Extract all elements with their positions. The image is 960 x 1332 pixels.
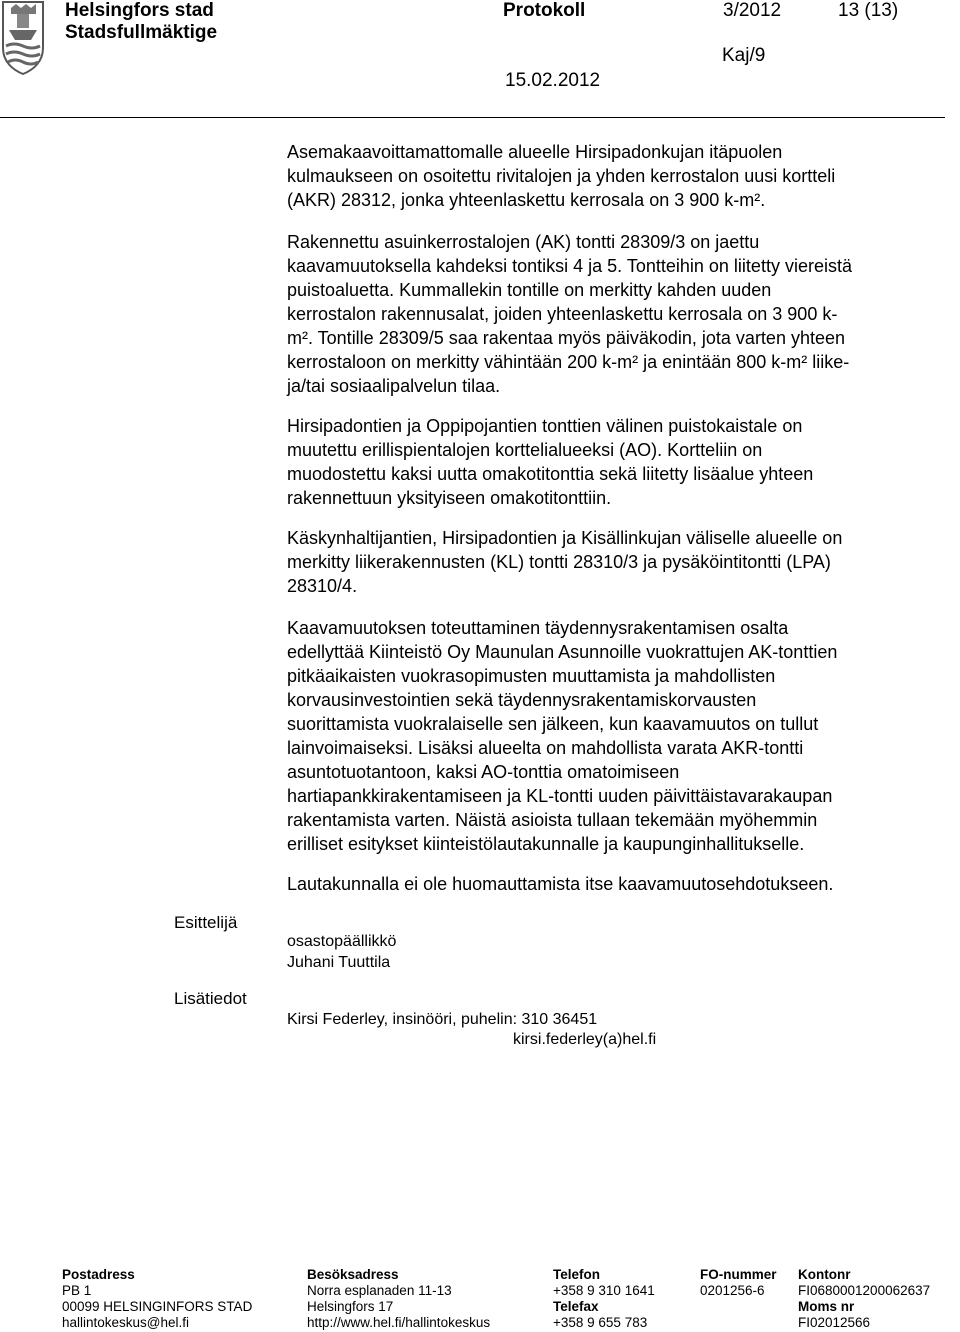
footer-visit-label: Besöksadress [307, 1267, 399, 1282]
paragraph-3 [287, 414, 912, 510]
footer-fo-value: 0201256-6 [700, 1283, 765, 1298]
text-line: merkitty liikerakennusten (KL) tontti 28310/3 ja pysäköintitontti (LPA) [287, 552, 831, 572]
text-line: Kaavamuutoksen toteuttaminen täydennysrakentamisen osalta [287, 618, 789, 638]
footer-visit-city: Helsingfors 17 [307, 1299, 394, 1314]
text-line: Asemakaavoittamattomalle alueelle Hirsipadonkujan itäpuolen [287, 142, 783, 162]
text-line: hartiapankkirakentamiseen ja KL-tontti uuden päivittäistavarakaupan [287, 786, 833, 806]
text-line: asuntotuotantoon, kaksi AO-tonttia omatoimiseen [287, 762, 680, 782]
text-line: puistoaluetta. Kummallekin tontille on merkitty kahden uuden [287, 280, 772, 300]
footer-visit-street: Norra esplanaden 11-13 [307, 1283, 452, 1298]
paragraph-4 [287, 526, 912, 598]
footer-website[interactable]: http://www.hel.fi/hallintokeskus [307, 1315, 491, 1330]
text-line: pitkäaikaisten vuokrasopimusten muuttamista ja mahdollisten [287, 666, 776, 686]
text-line: erilliset esitykset kiinteistölautakunnalle ja kaupunginhallitukselle. [287, 834, 805, 854]
footer-phone-value: +358 9 310 1641 [553, 1283, 655, 1298]
text-line: kerrostalon rakennusalat, joiden yhteenlaskettu kerrosala on 3 900 k- [287, 304, 838, 324]
footer-account-value: FI0680001200062637 [798, 1283, 931, 1298]
text-line: muodostettu kaksi uutta omakotitonttia sekä liitetty lisäalue yhteen [287, 464, 814, 484]
page-number: 13 (13) [838, 0, 899, 21]
presenter-label: Esittelijä [174, 913, 238, 932]
text-line: m². Tontille 28309/5 saa rakentaa myös päiväkodin, jota varten yhteen [287, 328, 845, 348]
document-type: Protokoll [503, 0, 586, 21]
footer-vat-value: FI02012566 [798, 1315, 871, 1330]
text-line: Hirsipadontien ja Oppipojantien tonttien välinen puistokaistale on [287, 416, 803, 436]
org-unit: Stadsfullmäktige [65, 22, 218, 43]
text-line: Lautakunnalla ei ole huomauttamista itse kaavamuutosehdotukseen. [287, 874, 834, 894]
footer-postal-label: Postadress [62, 1267, 135, 1282]
text-line: kerrostaloon on merkitty vähintään 200 k-m² ja enintään 800 k-m² liike- [287, 352, 850, 372]
agenda-item: Kaj/9 [722, 45, 766, 66]
text-line: ja/tai sosiaalipalvelun tilaa. [287, 376, 501, 396]
header-divider [0, 117, 945, 118]
paragraph-1 [287, 140, 912, 212]
org-name: Helsingfors stad [65, 0, 214, 21]
footer-fo-label: FO-nummer [700, 1267, 777, 1282]
paragraph-5 [287, 616, 912, 856]
footer-account-label: Kontonr [798, 1267, 851, 1282]
info-label: Lisätiedot [174, 989, 247, 1008]
document-number: 3/2012 [723, 0, 782, 21]
paragraph-6 [287, 872, 912, 896]
presenter-name: Juhani Tuuttila [287, 954, 391, 971]
text-line: kaavamuutoksella kahdeksi tontiksi 4 ja 5. Tontteihin on liitetty viereistä [287, 256, 852, 276]
footer-fax-value: +358 9 655 783 [553, 1315, 648, 1330]
footer-phone-label: Telefon [553, 1267, 600, 1282]
contact-email: kirsi.federley(a)hel.fi [513, 1031, 657, 1048]
footer-email[interactable]: hallintokeskus@hel.fi [62, 1315, 190, 1330]
text-line: 28310/4. [287, 576, 358, 596]
text-line: (AKR) 28312, jonka yhteenlaskettu kerrosala on 3 900 k-m². [287, 190, 766, 210]
presenter-title: osastopäällikkö [287, 933, 397, 950]
text-line: suorittamista vuokralaiselle sen jälkeen, kun kaavamuutos on tullut [287, 714, 819, 734]
text-line: edellyttää Kiinteistö Oy Maunulan Asunnoille vuokrattujen AK-tonttien [287, 642, 838, 662]
meeting-date: 15.02.2012 [505, 70, 601, 91]
text-line: muutettu erillispientalojen korttelialueeksi (AO). Kortteliin on [287, 440, 763, 460]
text-line: rakennettuun yksityiseen omakotitonttiin. [287, 488, 612, 508]
text-line: kulmaukseen on osoitettu rivitalojen ja yhden kerrostalon uusi kortteli [287, 166, 836, 186]
footer-postal-box: PB 1 [62, 1283, 92, 1298]
text-line: rakentamista varten. Näistä asioista tullaan tekemään myöhemmin [287, 810, 818, 830]
text-line: Rakennettu asuinkerrostalojen (AK) tontti 28309/3 on jaettu [287, 232, 760, 252]
contact-info: Kirsi Federley, insinööri, puhelin: 310 36451 [287, 1011, 598, 1028]
text-line: lainvoimaiseksi. Lisäksi alueelta on mahdollista varata AKR-tontti [287, 738, 804, 758]
footer-postal-city: 00099 HELSINGINFORS STAD [62, 1299, 253, 1314]
footer-vat-label: Moms nr [798, 1299, 855, 1314]
helsinki-coat-of-arms-logo [0, 0, 46, 76]
text-line: Käskynhaltijantien, Hirsipadontien ja Kisällinkujan väliselle alueelle on [287, 528, 843, 548]
paragraph-2 [287, 230, 912, 398]
text-line: korvausinvestointien sekä täydennysrakentamiskorvausten [287, 690, 757, 710]
footer-fax-label: Telefax [553, 1299, 599, 1314]
